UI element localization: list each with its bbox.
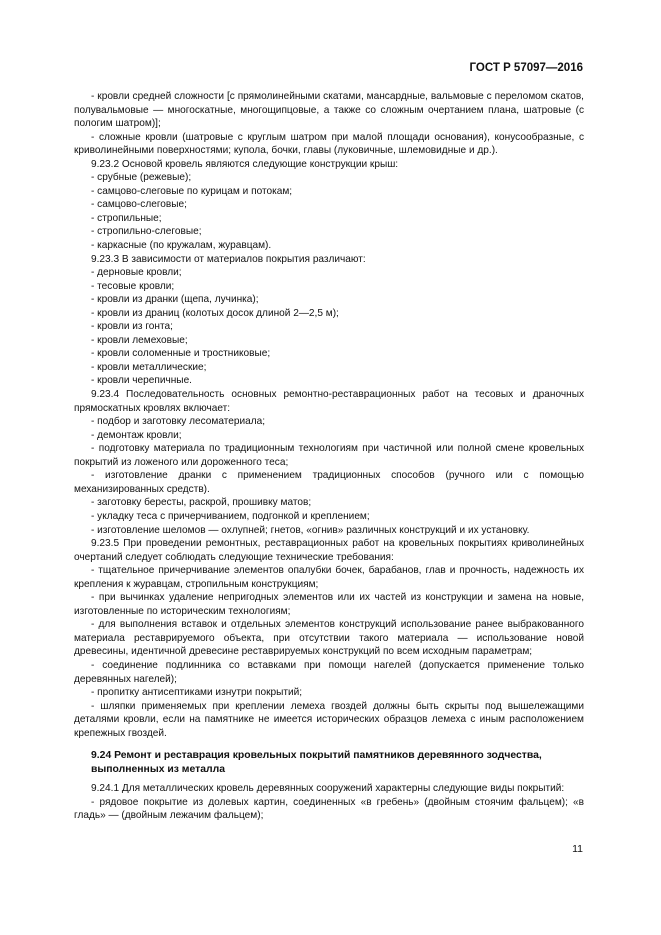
paragraph: 9.23.4 Последовательность основных ремонтно-реставрационных работ на тесовых и драночных прямоскатных кровлях включает: (74, 389, 584, 414)
list-item: - кровли металлические; (91, 361, 207, 373)
list-item: - подбор и заготовку лесоматериала; (91, 416, 266, 428)
list-item: - срубные (режевые); (91, 172, 192, 184)
section-heading-line: 9.24 Ремонт и реставрация кровельных покрытий памятников деревянного зодчества, (91, 750, 542, 762)
list-item: - кровли черепичные. (91, 375, 192, 387)
list-item: - кровли из дранки (щепа, лучинка); (91, 294, 259, 306)
list-item: - шляпки применяемых при креплении лемеха гвоздей должны быть скрыты под вышележащими деталями кровли, если на памятнике не имеется исторических образцов лемеха с иным расположением крепежных гвоздей. (74, 700, 584, 739)
list-item: - тесовые кровли; (91, 280, 175, 292)
section-heading (74, 749, 584, 777)
list-item: - стропильно-слеговые; (91, 226, 202, 238)
list-item: - при вычинках удаление непригодных элементов или их частей из конструкции и замена на новые, изготовленные по историческим технологиям; (74, 592, 584, 617)
paragraph: 9.23.5 При проведении ремонтных, реставрационных работ на кровельных покрытиях криволинейных очертаний следует соблюдать следующие технические требования: (74, 538, 584, 563)
paragraph: 9.23.2 Основой кровель являются следующие конструкции крыш: (91, 158, 399, 170)
list-item: - стропильные; (91, 212, 162, 224)
list-item: - самцово-слеговые по курицам и потокам; (91, 185, 293, 197)
list-item: - кровли соломенные и тростниковые; (91, 348, 271, 360)
list-item: - изготовление дранки с применением традиционных способов (ручного или с помощью механизированных средств). (74, 470, 584, 495)
paragraph: - кровли средней сложности [с прямолинейными скатами, мансардные, вальмовые с переломом скатов, полувальмовые — многоскатные, многощипцовые, а также со сложным очертанием плана, шатровые (с пологим шатром)]; (74, 91, 584, 130)
list-item: - демонтаж кровли; (91, 429, 182, 441)
document-code: ГОСТ Р 57097—2016 (469, 62, 583, 74)
page-number: 11 (572, 843, 583, 855)
list-item: - каркасные (по кружалам, журавцам). (91, 240, 272, 252)
list-item: - изготовление шеломов — охлупней; гнетов, «огнив» различных конструкций и их установку. (91, 524, 530, 536)
list-item: - для выполнения вставок и отдельных элементов конструкций использование ранее выбракованного материала реставрируемого объекта, при отсутствии такого материала — использование новой древесины, идентичной древесине реставрируемых конструкций по всем исходным параметрам; (74, 619, 584, 658)
list-item: - самцово-слеговые; (91, 199, 187, 211)
list-item: - подготовку материала по традиционным технологиям при частичной или полной смене кровельных покрытий из ложеного или дороженного теса; (74, 443, 584, 468)
list-item: - рядовое покрытие из долевых картин, соединенных «в гребень» (двойным стоячим фальцем); «в гладь» — (двойным лежачим фальцем); (74, 796, 584, 822)
paragraph: 9.24.1 Для металлических кровель деревянных сооружений характерны следующие виды покрытий: (91, 783, 565, 795)
list-item: - кровли из гонта; (91, 321, 173, 333)
list-item: - соединение подлинника со вставками при помощи нагелей (допускается применение только деревянных нагелей); (74, 659, 584, 685)
list-item: - укладку теса с причерчиванием, подгонкой и креплением; (91, 510, 370, 522)
list-item: - кровли из драниц (колотых досок длиной 2—2,5 м); (91, 307, 339, 319)
page-body (74, 90, 584, 823)
list-item: - пропитку антисептиками изнутри покрытий; (91, 687, 303, 699)
paragraph: - сложные кровли (шатровые с круглым шатром при малой площади основания), конусообразные, с криволинейными поверхностями; купола, бочки, главы (луковичные, шлемовидные и др.). (74, 131, 584, 157)
list-item: - кровли лемеховые; (91, 334, 188, 346)
paragraph: 9.23.3 В зависимости от материалов покрытия различают: (91, 253, 366, 265)
list-item: - заготовку бересты, раскрой, прошивку матов; (91, 497, 312, 509)
list-item: - дерновые кровли; (91, 267, 182, 279)
section-heading-line: выполненных из металла (91, 764, 225, 776)
list-item: - тщательное причерчивание элементов опалубки бочек, барабанов, глав и прочность, надежность их крепления к журавцам, стропильным конструкциям; (74, 565, 584, 590)
